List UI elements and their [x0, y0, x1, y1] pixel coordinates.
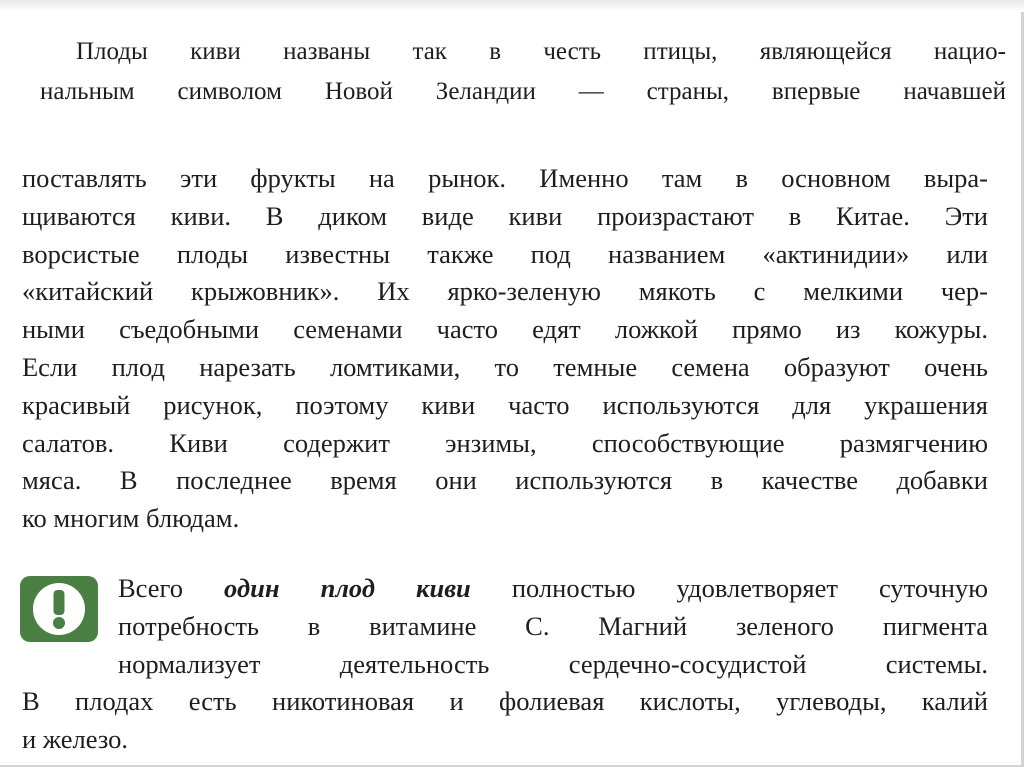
- note-line: потребность в витамине С. Магний зеленого пигмента: [118, 610, 988, 641]
- intro-paragraph: [40, 32, 1006, 112]
- page-top-edge: [0, 0, 1024, 12]
- note-line: нормализует деятельность сердечно-сосудистой системы.: [118, 648, 988, 679]
- main-line: салатов. Киви содержит энзимы, способствующие размягчению: [22, 427, 988, 458]
- note-line: В плодах есть никотиновая и фолиевая кислоты, углеводы, калий: [22, 686, 988, 717]
- main-line: щиваются киви. В диком виде киви произрастают в Китае. Эти: [22, 200, 988, 231]
- note-emphasis: один плод киви: [224, 573, 471, 603]
- main-line: ко многим блюдам.: [22, 503, 240, 534]
- main-line: ными съедобными семенами часто едят ложкой прямо из кожуры.: [22, 314, 988, 345]
- note-text-prefix: Всего: [118, 573, 225, 603]
- main-line: красивый рисунок, поэтому киви часто используются для украшения: [22, 389, 988, 420]
- intro-line: Плоды киви названы так в честь птицы, являющейся нацио-: [76, 38, 1006, 65]
- main-line: Если плод нарезать ломтиками, то темные семена образуют очень: [22, 351, 988, 382]
- note-line: [22, 570, 988, 608]
- intro-line: нальным символом Новой Зеландии — страны, впервые начавшей: [40, 78, 1006, 105]
- main-line: ворсистые плоды известны также под названием «актинидии» или: [22, 238, 988, 269]
- main-line: «китайский крыжовник». Их ярко-зеленую мякоть с мелкими чер-: [22, 276, 988, 307]
- note-line: и железо.: [22, 724, 129, 755]
- note-text-suffix: полностью удовлетворяет суточную: [470, 573, 989, 603]
- main-line: поставлять эти фрукты на рынок. Именно там в основном выра-: [22, 163, 988, 193]
- main-line: мяса. В последнее время они используются в качестве добавки: [22, 465, 988, 496]
- note-paragraph: [22, 570, 988, 759]
- main-paragraph: [22, 160, 988, 538]
